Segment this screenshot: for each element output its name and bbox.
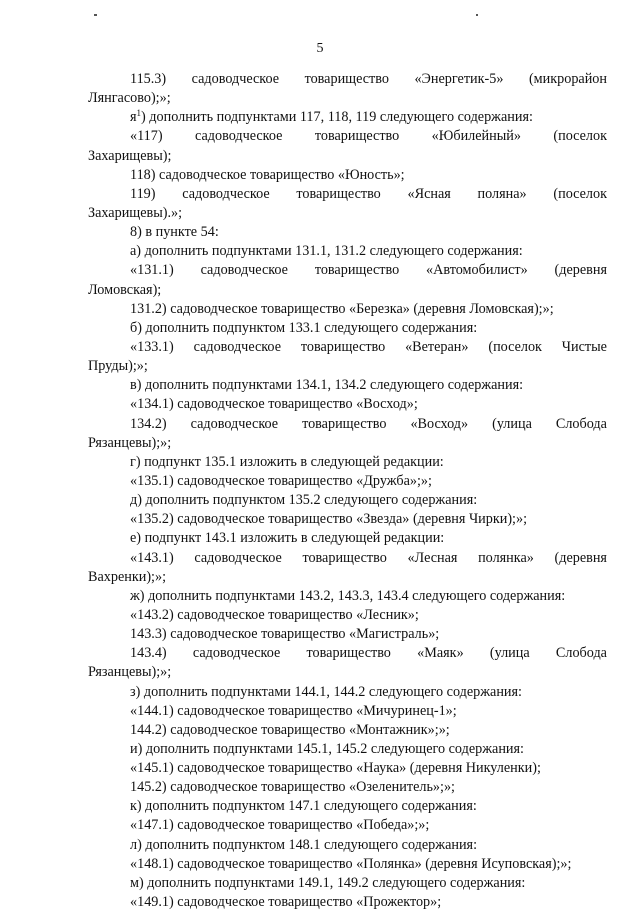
text-line: Пруды);»; <box>88 358 148 375</box>
word: Слобода <box>555 645 607 662</box>
word: «Энергетик-5» <box>414 71 504 87</box>
text-line: и) дополнить подпунктами 145.1, 145.2 следующего содержания: <box>130 740 524 757</box>
text-line: в) дополнить подпунктами 134.1, 134.2 следующего содержания: <box>130 377 524 394</box>
text-line: б) дополнить подпунктом 133.1 следующего содержания: <box>130 319 478 336</box>
word: товарищество <box>296 185 381 202</box>
scan-speck-right <box>476 14 478 16</box>
word: товарищество <box>314 262 400 279</box>
word: «Маяк» <box>417 645 464 662</box>
line-text: я <box>130 109 137 126</box>
text-line <box>88 549 607 568</box>
text-line: Ломовская); <box>88 281 162 298</box>
text-line <box>88 644 607 663</box>
word: садоводческое <box>194 549 282 566</box>
word: 119) <box>130 185 156 202</box>
text-line: г) подпункт 135.1 изложить в следующей редакции: <box>130 453 444 470</box>
text-line: Вахренки);»; <box>88 568 167 585</box>
text-line: з) дополнить подпунктами 144.1, 144.2 следующего содержания: <box>130 683 522 700</box>
text-line: «135.1) садоводческое товарищество «Дружба»;»; <box>130 472 432 489</box>
word: (деревня <box>554 549 607 566</box>
text-line: ж) дополнить подпунктами 143.2, 143.3, 143.4 следующего содержания: <box>130 587 566 604</box>
word: садоводческое <box>193 338 281 355</box>
word: 143.4) <box>130 645 167 662</box>
word: садоводческое <box>191 71 280 87</box>
word: «117) <box>130 128 163 145</box>
word: (деревня <box>554 262 607 279</box>
word: (улица <box>489 645 530 662</box>
text-line: Захарищевы).»; <box>88 204 183 221</box>
text-line: м) дополнить подпунктами 149.1, 149.2 следующего содержания: <box>130 874 526 891</box>
word: «Ясная <box>407 185 451 202</box>
word: товарищество <box>300 338 386 355</box>
word: садоводческое <box>182 185 270 202</box>
word: (улица <box>492 415 532 432</box>
text-line: л) дополнить подпунктом 148.1 следующего содержания: <box>130 836 478 853</box>
text-line: к) дополнить подпунктом 147.1 следующего содержания: <box>130 798 477 815</box>
word: «Автомобилист» <box>426 262 528 279</box>
text-line: Лянгасово);»; <box>88 90 171 107</box>
text-line: 145.2) садоводческое товарищество «Озеленитель»;»; <box>130 779 455 796</box>
word: (микрорайон <box>528 71 607 87</box>
word: «Ветеран» <box>405 338 469 355</box>
word: поляна» <box>477 185 527 202</box>
word: полянка» <box>478 549 534 566</box>
line-text: ) дополнить подпунктами 117, 118, 119 следующего содержания: <box>141 109 533 126</box>
text-line: «135.2) садоводческое товарищество «Звезда» (деревня Чирки);»; <box>130 511 528 528</box>
word: 115.3) <box>130 71 167 87</box>
word: товарищество <box>314 128 400 145</box>
word: «Лесная <box>407 549 458 566</box>
text-line: «145.1) садоводческое товарищество «Наука» (деревня Никуленки); <box>130 760 541 777</box>
text-line: д) дополнить подпунктом 135.2 следующего содержания: <box>130 492 478 509</box>
scan-speck-left <box>94 14 97 16</box>
word: 134.2) <box>130 415 167 432</box>
text-line: «148.1) садоводческое товарищество «Полянка» (деревня Исуповская);»; <box>130 855 572 872</box>
superscript: 1 <box>136 108 142 119</box>
text-line: е) подпункт 143.1 изложить в следующей редакции: <box>130 530 445 547</box>
text-line <box>88 261 607 280</box>
text-line: Рязанцевы);»; <box>88 664 172 681</box>
text-line <box>88 108 607 127</box>
text-line: «147.1) садоводческое товарищество «Победа»;»; <box>130 817 430 834</box>
word: садоводческое <box>190 415 279 432</box>
text-line <box>88 415 607 434</box>
word: «131.1) <box>130 262 174 279</box>
text-line <box>88 127 607 146</box>
page-number: 5 <box>316 41 324 56</box>
text-line: 8) в пункте 54: <box>130 224 219 241</box>
word: Чистые <box>561 338 607 355</box>
word: (поселок <box>488 338 542 355</box>
text-line: «143.2) садоводческое товарищество «Лесник»; <box>130 606 419 623</box>
text-line: Рязанцевы);»; <box>88 434 172 451</box>
text-line: «134.1) садоводческое товарищество «Восход»; <box>130 396 418 413</box>
text-line: «144.1) садоводческое товарищество «Мичуринец-1»; <box>130 702 457 719</box>
word: товарищество <box>302 549 387 566</box>
text-line: 143.3) садоводческое товарищество «Магистраль»; <box>130 626 440 643</box>
text-line: 131.2) садоводческое товарищество «Березка» (деревня Ломовская);»; <box>130 300 554 317</box>
word: (поселок <box>553 185 607 202</box>
word: садоводческое <box>200 262 288 279</box>
text-line: «149.1) садоводческое товарищество «Прожектор»; <box>130 894 442 911</box>
text-line <box>88 70 607 89</box>
word: садоводческое <box>192 645 281 662</box>
word: «133.1) <box>130 338 174 355</box>
word: товарищество <box>306 645 391 662</box>
text-line <box>88 338 607 357</box>
word: садоводческое <box>195 128 283 145</box>
text-line: Захарищевы); <box>88 147 172 164</box>
word: (поселок <box>553 128 607 145</box>
word: товарищество <box>304 71 389 87</box>
text-line: 118) садоводческое товарищество «Юность»; <box>130 166 405 183</box>
word: товарищество <box>302 415 387 432</box>
word: «Юбилейный» <box>431 128 521 145</box>
text-line: а) дополнить подпунктами 131.1, 131.2 следующего содержания: <box>130 243 523 260</box>
word: «Восход» <box>410 415 469 432</box>
word: Слобода <box>555 415 607 432</box>
text-line: 144.2) садоводческое товарищество «Монтажник»;»; <box>130 721 450 738</box>
document-body <box>88 70 607 912</box>
text-line <box>88 185 607 204</box>
word: «143.1) <box>130 549 174 566</box>
